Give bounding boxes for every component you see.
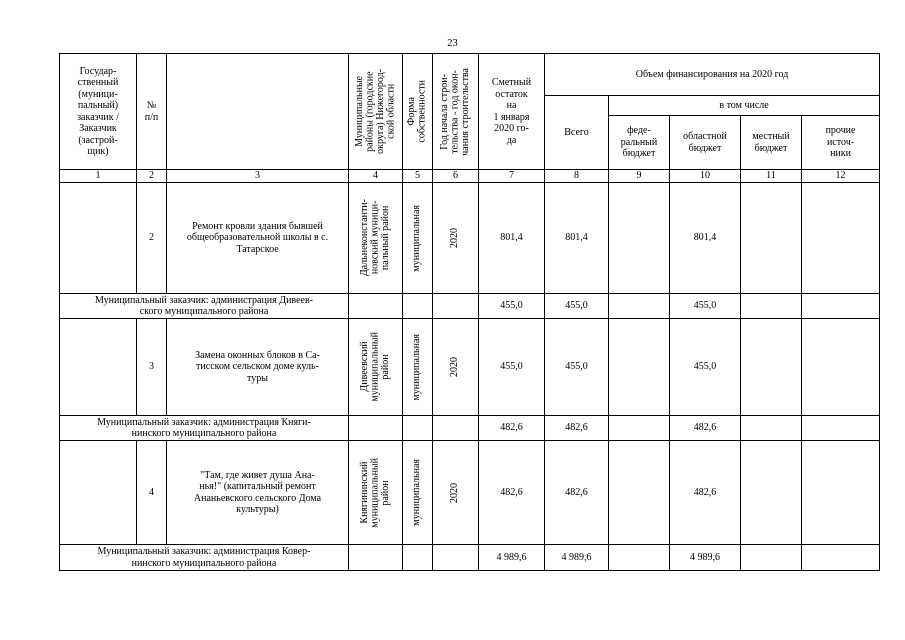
item-other — [802, 545, 880, 571]
table-row — [60, 441, 880, 545]
item-name: "Там, где живет душа Ана- нья!" (капитальный ремонт Ананьевского сельского Дома культуры) — [167, 441, 349, 545]
item-num: 3 — [137, 319, 167, 416]
col-number: 8 — [545, 170, 609, 183]
header-row — [60, 54, 880, 96]
column-numbers-row — [60, 170, 880, 183]
item-estimate: 482,6 — [479, 416, 545, 441]
header-total: Всего — [545, 96, 609, 170]
header-estimate: Сметный остаток на 1 января 2020 го- да — [479, 54, 545, 170]
customer-heading: Муниципальный заказчик: администрация Ковер- нинского муниципального района — [60, 545, 349, 571]
item-num: 4 — [137, 441, 167, 545]
empty-cell — [403, 294, 433, 319]
header-years — [433, 54, 479, 170]
item-other — [802, 319, 880, 416]
customer-cell — [60, 441, 137, 545]
col-number: 4 — [349, 170, 403, 183]
item-district — [349, 183, 403, 294]
item-estimate: 4 989,6 — [479, 545, 545, 571]
item-year-text: 2020 — [449, 482, 461, 503]
item-district — [349, 441, 403, 545]
header-including: в том числе — [609, 96, 880, 116]
header-name — [167, 54, 349, 170]
item-federal — [609, 294, 670, 319]
item-regional: 801,4 — [670, 183, 741, 294]
item-federal — [609, 545, 670, 571]
empty-cell — [349, 545, 403, 571]
header-years-text: Год начала строи- тельства - год окон- чания строительства — [438, 67, 471, 156]
item-estimate: 455,0 — [479, 319, 545, 416]
table-row — [60, 183, 880, 294]
col-number: 12 — [802, 170, 880, 183]
customer-heading: Муниципальный заказчик: администрация Дивеев- ского муниципального района — [60, 294, 349, 319]
item-federal — [609, 441, 670, 545]
header-customer: Государ- ственный (муници- пальный) заказчик / Заказчик (застрой- щик) — [60, 54, 137, 170]
col-number: 11 — [741, 170, 802, 183]
item-district-text: Княгининский муниципальный район — [358, 457, 391, 528]
col-number: 7 — [479, 170, 545, 183]
item-total: 482,6 — [545, 416, 609, 441]
item-estimate: 482,6 — [479, 441, 545, 545]
item-num: 2 — [137, 183, 167, 294]
col-number: 5 — [403, 170, 433, 183]
item-ownership — [403, 183, 433, 294]
table-row — [60, 319, 880, 416]
item-regional: 482,6 — [670, 441, 741, 545]
item-year — [433, 183, 479, 294]
header-num: № п/п — [137, 54, 167, 170]
header-ownership-text: Форма собственности — [406, 80, 428, 143]
empty-cell — [349, 416, 403, 441]
item-other — [802, 441, 880, 545]
customer-cell — [60, 183, 137, 294]
col-number: 6 — [433, 170, 479, 183]
item-local — [741, 441, 802, 545]
empty-cell — [433, 294, 479, 319]
item-other — [802, 294, 880, 319]
col-number: 2 — [137, 170, 167, 183]
item-total: 801,4 — [545, 183, 609, 294]
item-estimate: 801,4 — [479, 183, 545, 294]
item-district-text: Дивеевский муниципальный район — [358, 332, 391, 402]
item-regional: 455,0 — [670, 294, 741, 319]
item-estimate: 455,0 — [479, 294, 545, 319]
item-other — [802, 416, 880, 441]
item-local — [741, 416, 802, 441]
header-ownership — [403, 54, 433, 170]
item-ownership-text: муниципальная — [411, 459, 423, 526]
col-number: 3 — [167, 170, 349, 183]
item-district-text: Дальнеконстанти- новский муници- пальный район — [358, 199, 391, 277]
item-total: 482,6 — [545, 441, 609, 545]
table-row — [60, 545, 880, 571]
item-local — [741, 183, 802, 294]
item-total: 455,0 — [545, 319, 609, 416]
header-federal: феде- ральный бюджет — [609, 116, 670, 170]
header-district-text: Муниципальные районы (городские округа) Нижегород- ской области — [353, 69, 396, 154]
item-total: 4 989,6 — [545, 545, 609, 571]
item-local — [741, 319, 802, 416]
item-total: 455,0 — [545, 294, 609, 319]
header-regional: областной бюджет — [670, 116, 741, 170]
header-local: местный бюджет — [741, 116, 802, 170]
header-district — [349, 54, 403, 170]
col-number: 10 — [670, 170, 741, 183]
empty-cell — [403, 416, 433, 441]
item-year — [433, 441, 479, 545]
item-regional: 4 989,6 — [670, 545, 741, 571]
table-row — [60, 416, 880, 441]
col-number: 9 — [609, 170, 670, 183]
item-ownership-text: муниципальная — [411, 333, 423, 401]
empty-cell — [349, 294, 403, 319]
page-number: 23 — [447, 38, 458, 49]
item-ownership — [403, 319, 433, 416]
col-number: 1 — [60, 170, 137, 183]
item-local — [741, 294, 802, 319]
item-federal — [609, 416, 670, 441]
item-name: Замена оконных блоков в Са- тисском сельском доме куль- туры — [167, 319, 349, 416]
empty-cell — [403, 545, 433, 571]
item-ownership-text: муниципальная — [411, 204, 423, 272]
header-funding: Объем финансирования на 2020 год — [545, 54, 880, 96]
item-regional: 455,0 — [670, 319, 741, 416]
item-name: Ремонт кровли здания бывшей общеобразовательной школы в с. Татарское — [167, 183, 349, 294]
empty-cell — [433, 545, 479, 571]
item-federal — [609, 183, 670, 294]
item-district — [349, 319, 403, 416]
budget-table — [59, 53, 880, 571]
item-year — [433, 319, 479, 416]
item-year-text: 2020 — [449, 357, 461, 377]
customer-heading: Муниципальный заказчик: администрация Княги- нинского муниципального района — [60, 416, 349, 441]
table-row — [60, 294, 880, 319]
item-local — [741, 545, 802, 571]
customer-cell — [60, 319, 137, 416]
item-other — [802, 183, 880, 294]
item-regional: 482,6 — [670, 416, 741, 441]
empty-cell — [433, 416, 479, 441]
item-ownership — [403, 441, 433, 545]
item-year-text: 2020 — [449, 228, 461, 248]
item-federal — [609, 319, 670, 416]
header-other: прочие источ- ники — [802, 116, 880, 170]
